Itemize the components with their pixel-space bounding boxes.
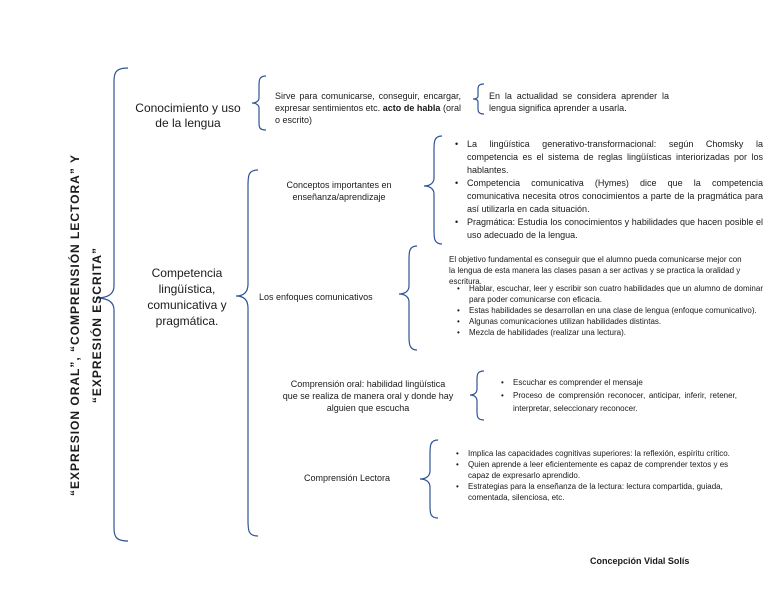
enfoques-bracket: [399, 246, 417, 350]
list-item: • Implica las capacidades cognitivas superiores: la reflexión, espíritu crítico.: [468, 448, 730, 459]
lectora-list: [452, 448, 730, 503]
enfoques-label: Los enfoques comunicativos: [259, 292, 373, 302]
author-signature: Concepción Vidal Solís: [590, 556, 690, 566]
acto-de-habla: acto de habla: [382, 103, 441, 113]
title-line-2: “EXPRESIÓN ESCRITA”: [90, 246, 104, 404]
competencia-label: Competencia lingüística, comunicativa y pragmática.: [147, 266, 227, 328]
sirve-text: [275, 90, 461, 126]
list-item: • Mezcla de habilidades (realizar una lectura).: [469, 327, 763, 338]
conocimiento-label: Conocimiento y uso de la lengua: [135, 101, 241, 130]
lectora-label: Comprensión Lectora: [303, 473, 391, 483]
sirve-text-main: Sirve para comunicarse, conseguir, encargar, expresar sentimientos etc.: [275, 91, 461, 113]
sirve-text-post: (oral o escrito): [275, 103, 462, 125]
list-item: • Pragmática: Estudia los conocimientos y habilidades que hacen posible el uso adecuado de la lengua.: [467, 216, 763, 242]
list-item: • Quien aprende a leer eficientemente es capaz de comprender textos y es capaz de expresarlo aprendido.: [468, 459, 730, 481]
title-line-1: “EXPRESION ORAL”, “COMPRENSIÓN LECTORA” Y: [68, 154, 82, 496]
list-item: • Estas habilidades se desarrollan en una clase de lengua (enfoque comunicativo).: [469, 305, 763, 316]
list-item: • La lingüística generativo-transformacional: según Chomsky la competencia es el sistema de reglas lingüísticas interiorizadas por los hablantes.: [467, 138, 763, 177]
list-item: • Competencia comunicativa (Hymes) dice que la competencia comunicativa necesita otros conocimientos a parte de la pragmática para así utilizarla en cada situación.: [467, 177, 763, 216]
actualidad-bracket: [473, 84, 484, 114]
conocimiento-bracket: [252, 76, 266, 130]
list-item: • Algunas comunicaciones utilizan habilidades distintas.: [469, 316, 763, 327]
list-item: • Escuchar es comprender el mensaje: [513, 376, 737, 389]
list-item: • Proceso de comprensión reconocer, anticipar, inferir, retener, interpretar, seleccionary reconocer.: [513, 389, 737, 415]
list-item: • Estrategias para la enseñanza de la lectura: lectura compartida, guiada, comentada, silenciosa, etc.: [468, 481, 730, 503]
list-item: • Hablar, escuchar, leer y escribir son cuatro habilidades que un alumno de dominar para poder comunicarse con eficacia.: [469, 283, 763, 305]
enfoques-list: [453, 283, 763, 338]
oral-bracket: [470, 371, 484, 420]
actualidad-text: En la actualidad se considera aprender la lengua significa aprender a usarla.: [489, 91, 669, 113]
rotated-title: [64, 45, 108, 605]
lectora-bracket: [420, 440, 438, 518]
oral-label: Comprensión oral: habilidad lingüística que se realiza de manera oral y donde hay alguien que escucha: [282, 379, 454, 413]
competencia-bracket: [236, 170, 258, 536]
conceptos-list: [451, 138, 763, 242]
oral-list: [497, 376, 737, 415]
conceptos-label: Conceptos importantes en enseñanza/aprendizaje: [286, 180, 392, 202]
enfoques-intro: El objetivo fundamental es conseguir que el alumno pueda comunicarse mejor con la lengua de esta manera las clases pasan a ser activas y se practica la oralidad y escritura.: [449, 255, 742, 286]
conceptos-bracket: [424, 136, 442, 244]
